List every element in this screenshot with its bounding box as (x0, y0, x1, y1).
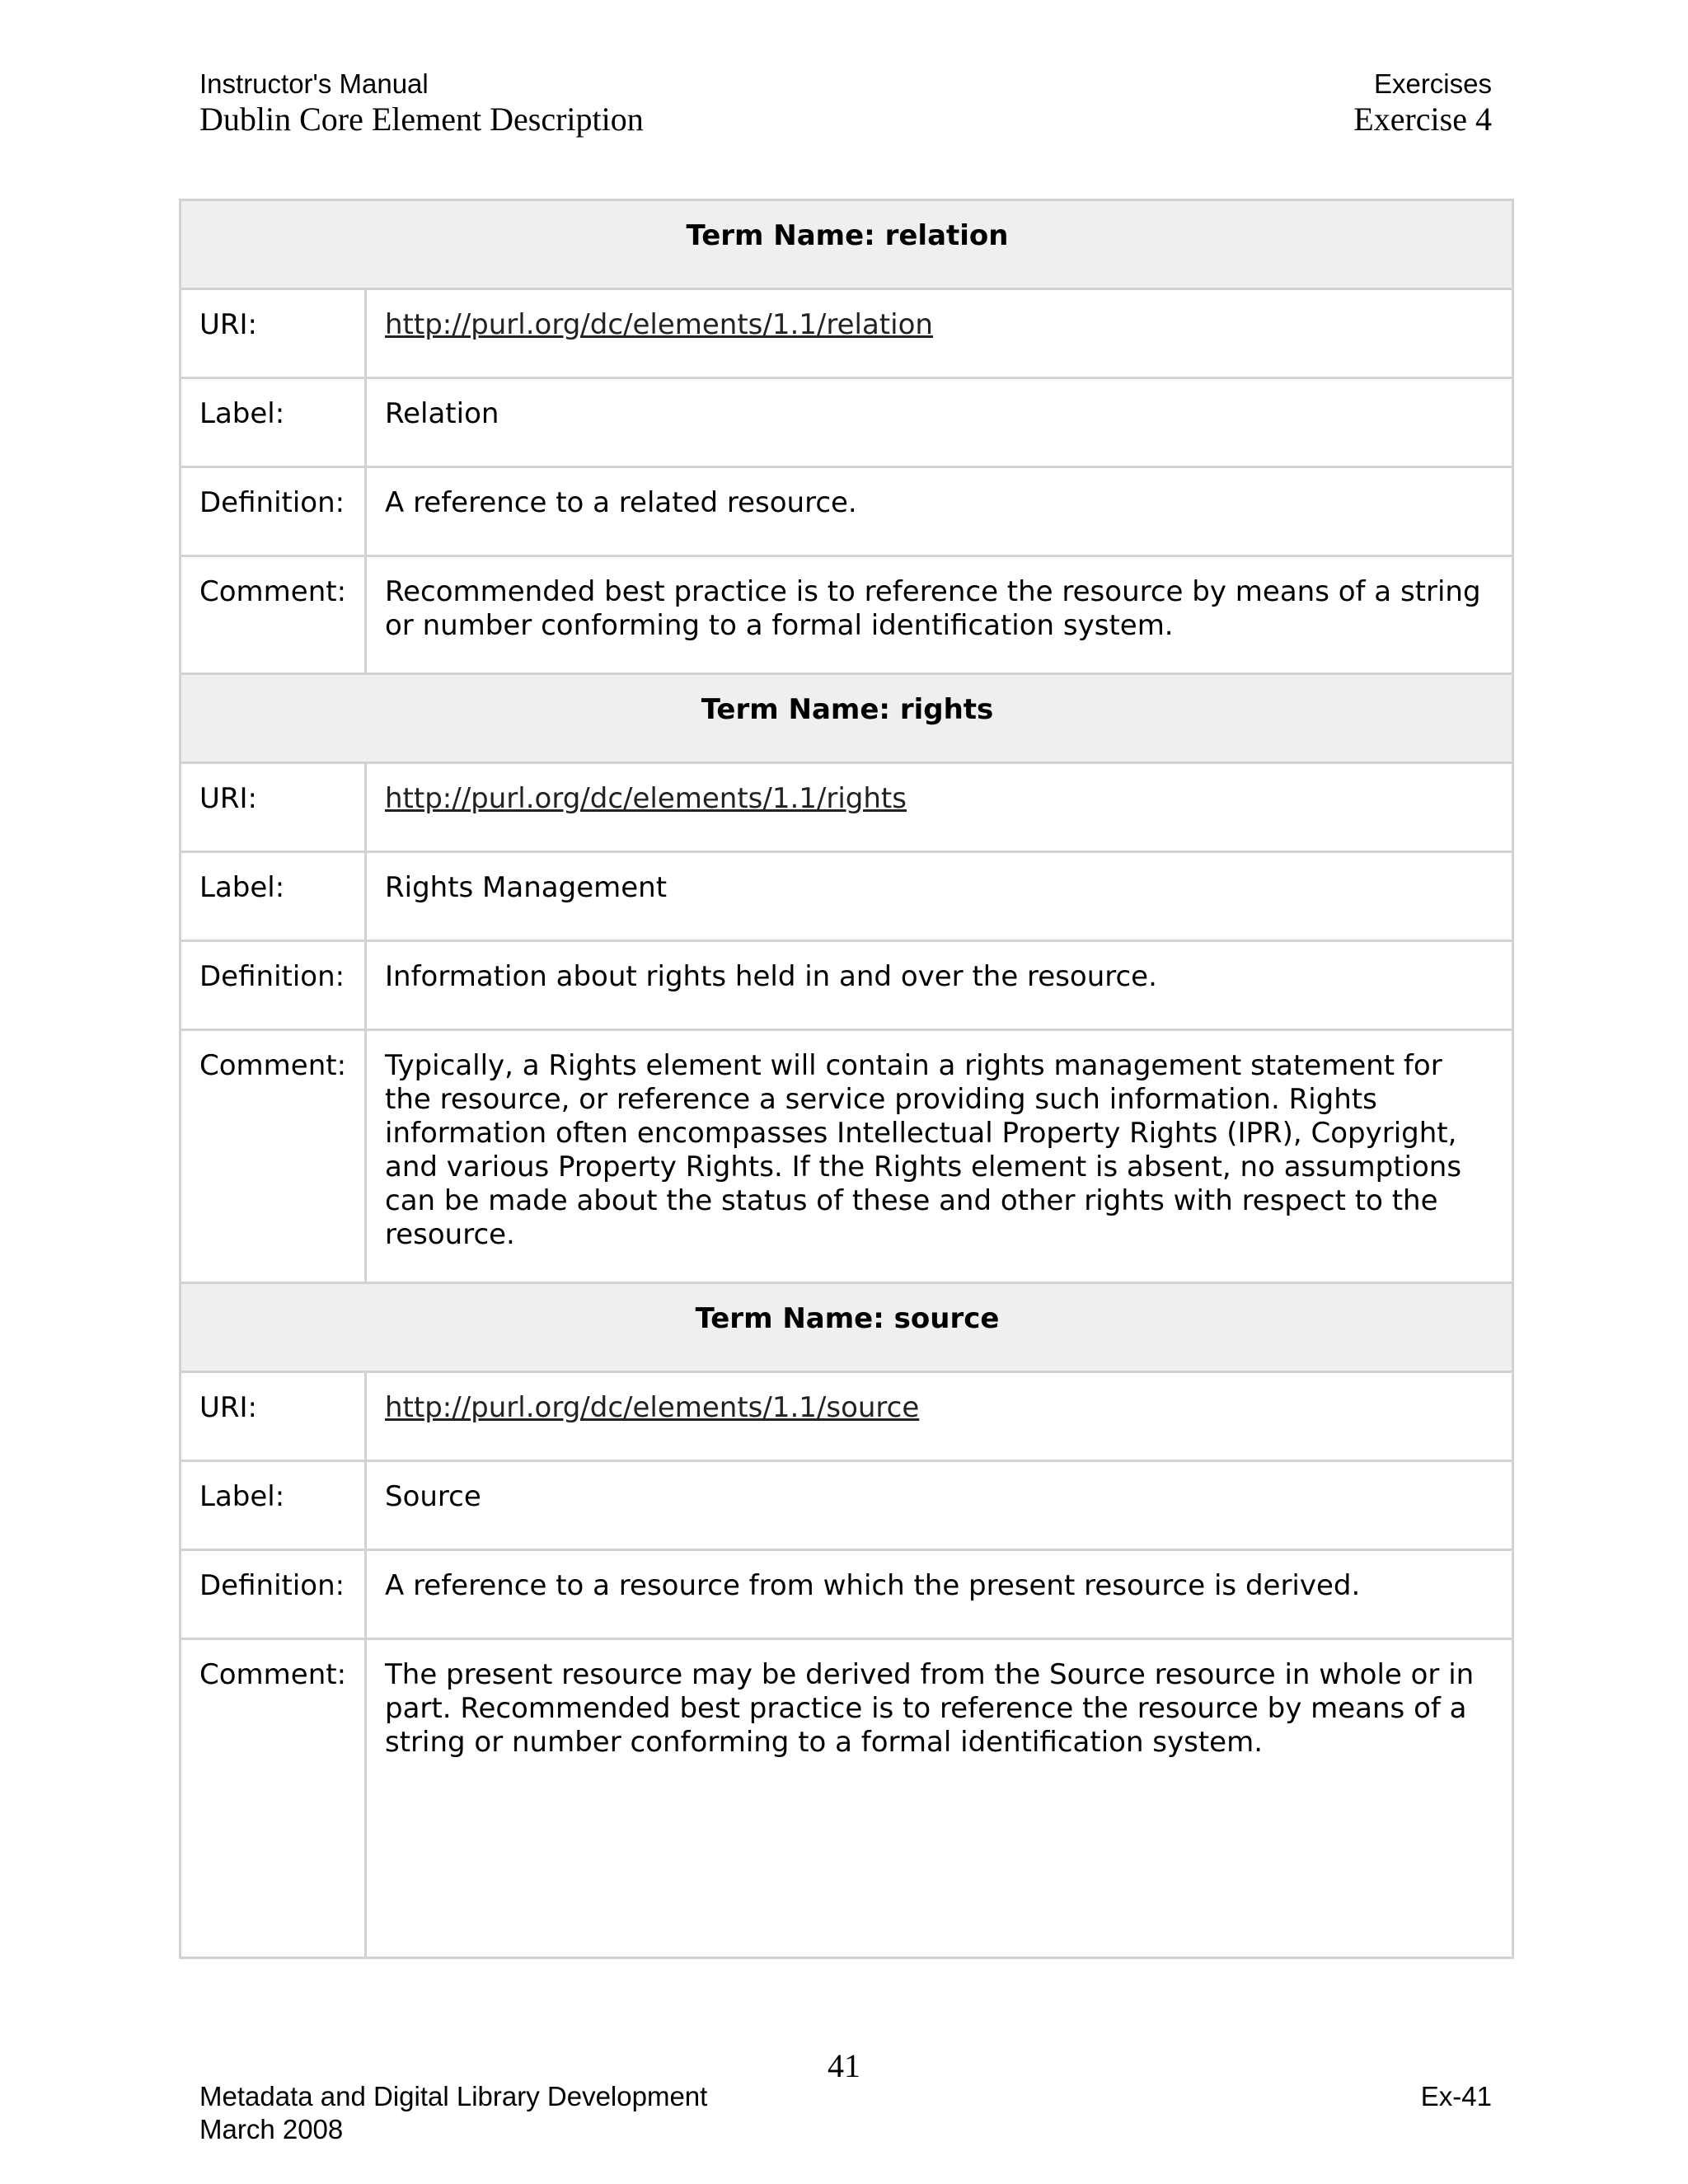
header-manual-title: Instructor's Manual (199, 68, 429, 99)
field-label: Comment: (181, 1030, 366, 1283)
field-value (366, 763, 1513, 852)
field-label: URI: (181, 1372, 366, 1461)
uri-link-source[interactable]: http://purl.org/dc/elements/1.1/source (385, 1391, 920, 1424)
term-header-relation (181, 200, 1513, 289)
field-value (366, 1372, 1513, 1461)
field-value: Rights Management (366, 852, 1513, 941)
field-value: Recommended best practice is to reference the resource by means of a string or number conforming to a formal identification system. (366, 556, 1513, 674)
term-row-uri (181, 289, 1513, 378)
term-row-uri (181, 763, 1513, 852)
field-value: A reference to a resource from which the present resource is derived. (366, 1550, 1513, 1639)
field-label: Definition: (181, 941, 366, 1030)
uri-link-rights[interactable]: http://purl.org/dc/elements/1.1/rights (385, 782, 907, 815)
field-value: Source (366, 1461, 1513, 1550)
term-row-label (181, 378, 1513, 467)
field-label: Label: (181, 1461, 366, 1550)
field-value (366, 289, 1513, 378)
field-value: Relation (366, 378, 1513, 467)
term-row-comment (181, 1639, 1513, 1958)
field-value: The present resource may be derived from the Source resource in whole or in part. Recommended best practice is to reference the resource by means of a string or number conforming to a formal identification system. (366, 1639, 1513, 1958)
field-label: Comment: (181, 556, 366, 674)
field-label: Label: (181, 378, 366, 467)
term-header-rights (181, 674, 1513, 763)
footer-page-code: Ex-41 (1420, 2081, 1492, 2111)
term-row-comment (181, 1030, 1513, 1283)
header-exercise: Exercise 4 (1353, 101, 1492, 138)
header-document-title: Dublin Core Element Description (199, 101, 644, 138)
field-value: A reference to a related resource. (366, 467, 1513, 556)
header-row-bottom (199, 101, 1492, 138)
field-label: Definition: (181, 1550, 366, 1639)
field-label: URI: (181, 763, 366, 852)
field-label: Definition: (181, 467, 366, 556)
term-row-uri (181, 1372, 1513, 1461)
footer-date: March 2008 (199, 2114, 344, 2144)
page-number: 41 (828, 2047, 860, 2084)
term-row-definition (181, 467, 1513, 556)
term-title: Term Name: source (181, 1283, 1513, 1372)
term-table (179, 199, 1514, 1959)
term-title: Term Name: relation (181, 200, 1513, 289)
header-section: Exercises (1373, 68, 1492, 99)
field-label: URI: (181, 289, 366, 378)
page-footer (199, 2080, 1492, 2146)
term-row-definition (181, 1550, 1513, 1639)
footer-course-title: Metadata and Digital Library Development (199, 2081, 708, 2111)
term-row-label (181, 1461, 1513, 1550)
uri-link-relation[interactable]: http://purl.org/dc/elements/1.1/relation (385, 308, 933, 341)
term-row-comment (181, 556, 1513, 674)
header-row-top (199, 68, 1492, 101)
field-label: Label: (181, 852, 366, 941)
footer-row-bottom (199, 2113, 1492, 2146)
field-label: Comment: (181, 1639, 366, 1958)
footer-row-top (199, 2080, 1492, 2113)
field-value: Information about rights held in and over the resource. (366, 941, 1513, 1030)
term-row-label (181, 852, 1513, 941)
page-header (199, 68, 1492, 138)
field-value: Typically, a Rights element will contain a rights management statement for the resource, or reference a service providing such information. Rights information often encompasses Intellectual Property Rights (IPR), Copyright, and various Property Rights. If the Rights element is absent, no assumptions can be made about the status of these and other rights with respect to the resource. (366, 1030, 1513, 1283)
term-title: Term Name: rights (181, 674, 1513, 763)
term-row-definition (181, 941, 1513, 1030)
term-header-source (181, 1283, 1513, 1372)
